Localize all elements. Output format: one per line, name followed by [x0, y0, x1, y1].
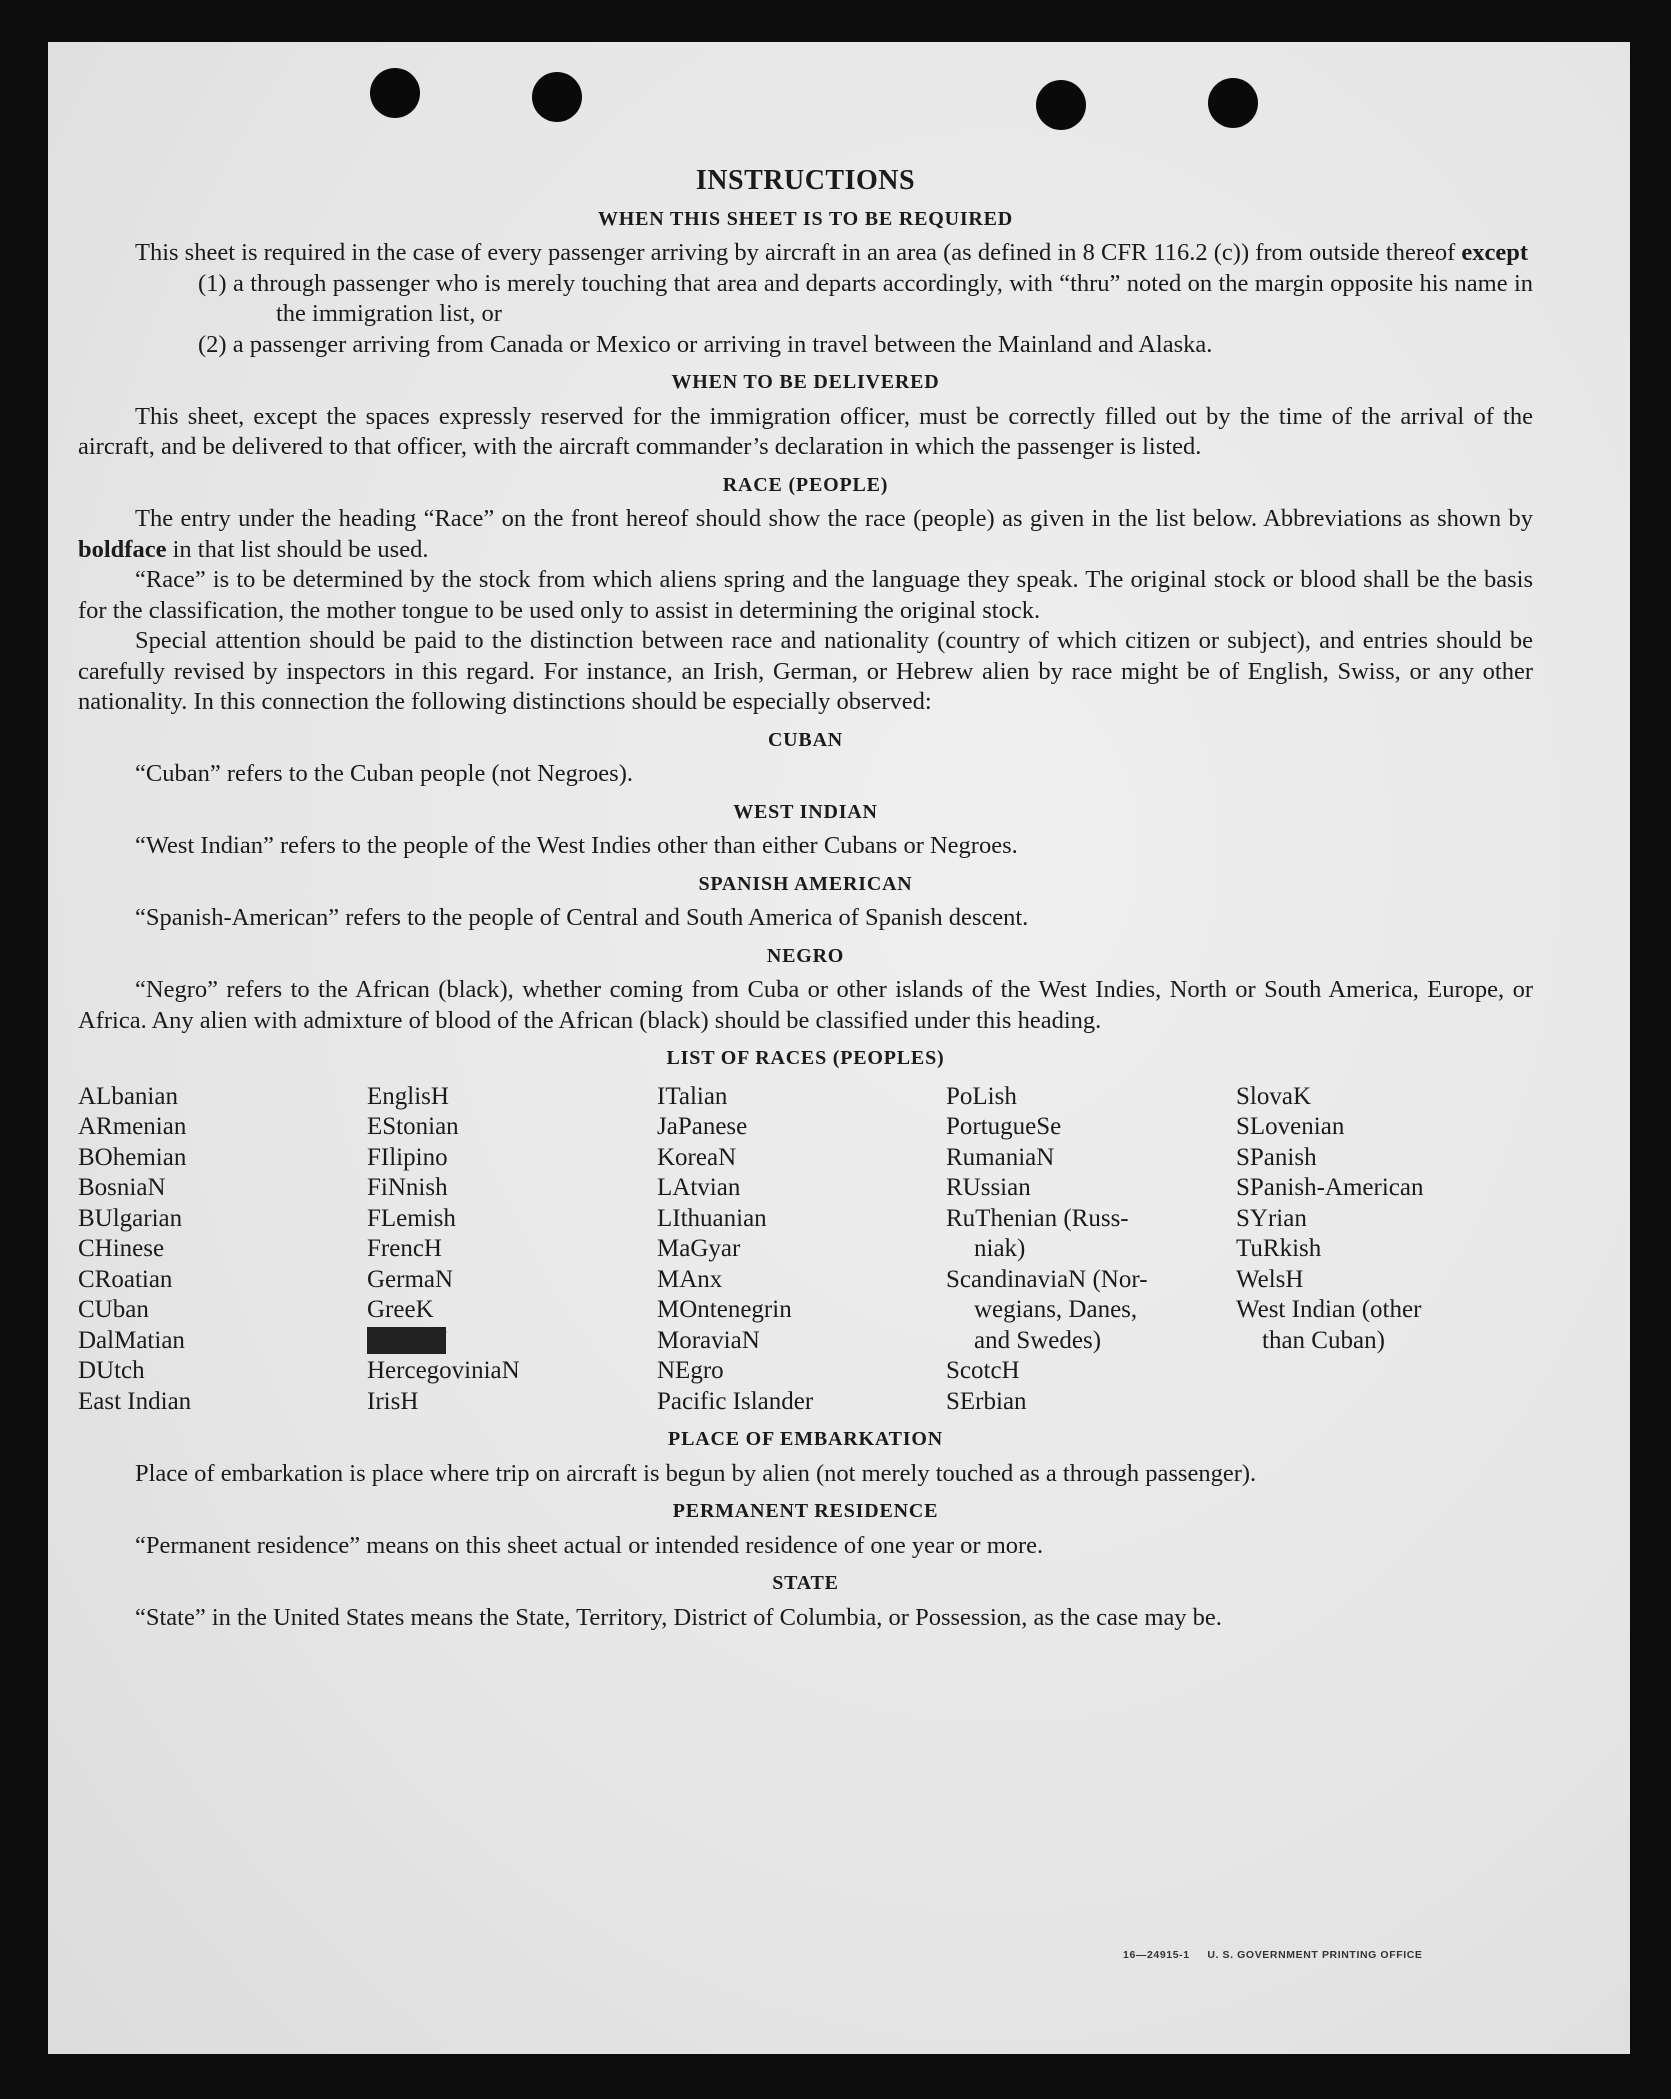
cuban-text: “Cuban” refers to the Cuban people (not Negroes).: [135, 760, 633, 787]
race-item: West Indian (other: [1236, 1296, 1422, 1323]
race-item: IrisH: [367, 1387, 419, 1415]
race-item-continued: wegians, Danes,: [974, 1296, 1138, 1323]
race-item-continued: than Cuban): [1262, 1326, 1385, 1354]
races-list: [78, 1082, 1533, 1418]
races-column-3: [657, 1082, 946, 1418]
race-item: TuRkish: [1236, 1235, 1322, 1262]
race-item: FrencH: [367, 1235, 442, 1262]
race-item: Pacific Islander: [657, 1387, 814, 1415]
race-item: KoreaN: [657, 1143, 737, 1171]
races-column-1: [78, 1082, 367, 1418]
state-text: “State” in the United States means the State, Territory, District of Columbia, or Possession, as the case may be.: [135, 1603, 1222, 1631]
race-item: BosniaN: [78, 1174, 166, 1201]
race-item: BOhemian: [78, 1143, 187, 1171]
races-column-4: [946, 1082, 1236, 1418]
form-code: 16—24915-1: [1123, 1949, 1190, 1961]
race-item-continued: and Swedes): [974, 1326, 1102, 1354]
heading-embarkation: PLACE OF EMBARKATION: [668, 1428, 943, 1450]
punch-hole: [532, 72, 582, 122]
race-paragraph-1: The entry under the heading “Race” on the front hereof should show the race (people) as given in the list below. Abbreviations as shown by boldface in that list should be used.: [78, 505, 1533, 563]
heading-negro: NEGRO: [766, 944, 845, 967]
race-item: SPanish-American: [1236, 1174, 1424, 1201]
heading-residence: PERMANENT RESIDENCE: [672, 1500, 939, 1522]
race-item: FIlipino: [367, 1143, 448, 1171]
race-paragraph-3: Special attention should be paid to the distinction between race and nationality (country of which citizen or subject), and entries should be carefully revised by inspectors in this regard. For instance, an Irish, German, or Hebrew alien by race might be of English, Swiss, or any other nationality. In this connection the following distinctions should be especially observed:: [78, 627, 1533, 715]
residence-text: “Permanent residence” means on this sheet actual or intended residence of one year or more.: [135, 1531, 1044, 1559]
race-item: PortugueSe: [946, 1113, 1062, 1140]
race-item: WelsH: [1236, 1265, 1304, 1293]
heading-race: RACE (PEOPLE): [722, 473, 889, 496]
heading-required: WHEN THIS SHEET IS TO BE REQUIRED: [597, 207, 1014, 230]
race-item: GermaN: [367, 1265, 454, 1293]
race-item: DUtch: [78, 1357, 145, 1384]
race-item-continued: niak): [974, 1235, 1026, 1262]
races-column-2: [367, 1082, 657, 1418]
instructions-body: [78, 166, 1533, 1633]
delivered-text: This sheet, except the spaces expressly reserved for the immigration officer, must be correctly filled out by the time of the arrival of the aircraft, and be delivered to that officer, with the aircraft commander’s declaration in which the passenger is listed.: [78, 402, 1533, 460]
race-item: PoLish: [946, 1082, 1017, 1110]
required-item-2: (2) a passenger arriving from Canada or Mexico or arriving in travel between the Mainland and Alaska.: [198, 330, 1213, 358]
race-item: MOntenegrin: [657, 1296, 792, 1323]
race-item: LAtvian: [657, 1174, 741, 1201]
race-item: CHinese: [78, 1235, 165, 1262]
races-column-5: [1236, 1082, 1496, 1418]
race-item: HercegoviniaN: [367, 1357, 520, 1384]
heading-cuban: CUBAN: [767, 728, 844, 751]
race-item: EnglisH: [367, 1082, 449, 1110]
race-item: SlovaK: [1236, 1082, 1311, 1110]
race-item: ScotcH: [946, 1357, 1020, 1384]
spanish-american-text: “Spanish-American” refers to the people of Central and South America of Spanish descent.: [135, 904, 1029, 931]
race-item: ALbanian: [78, 1082, 178, 1110]
race-item: CUban: [78, 1296, 149, 1323]
heading-list-of-races: LIST OF RACES (PEOPLES): [666, 1047, 945, 1069]
race-item: MAnx: [657, 1265, 723, 1293]
race-item: SLovenian: [1236, 1113, 1345, 1140]
embarkation-text: Place of embarkation is place where trip on aircraft is begun by alien (not merely touched as a through passenger).: [135, 1459, 1257, 1487]
printer-imprint: U. S. GOVERNMENT PRINTING OFFICE: [1207, 1949, 1423, 1961]
heading-west-indian: WEST INDIAN: [733, 800, 878, 823]
race-item: ScandinaviaN (Nor-: [946, 1265, 1148, 1293]
punch-hole: [370, 68, 420, 118]
race-item: NEgro: [657, 1357, 724, 1384]
race-item-redacted: HebreW: [367, 1326, 446, 1354]
required-intro: This sheet is required in the case of every passenger arriving by aircraft in an area (as defined in 8 CFR 116.2 (c)) from outside thereof except: [135, 239, 1529, 266]
race-item: CRoatian: [78, 1265, 173, 1293]
heading-delivered: WHEN TO BE DELIVERED: [671, 371, 940, 393]
race-item: East Indian: [78, 1387, 192, 1415]
required-item-1: (1) a through passenger who is merely touching that area and departs accordingly, with “thru” noted on the margin opposite his name in the immigration list, or: [198, 269, 1533, 327]
heading-spanish-american: SPANISH AMERICAN: [698, 872, 913, 895]
race-item: MoraviaN: [657, 1326, 760, 1354]
document-page: [48, 42, 1630, 2054]
negro-text: “Negro” refers to the African (black), whether coming from Cuba or other islands of the West Indies, North or South America, Europe, or Africa. Any alien with admixture of blood of the African (black) should be classified under this heading.: [78, 976, 1533, 1034]
race-item: ARmenian: [78, 1113, 187, 1140]
punch-hole: [1036, 80, 1086, 130]
race-item: JaPanese: [657, 1113, 748, 1140]
race-item: EStonian: [367, 1113, 459, 1140]
race-item: LIthuanian: [657, 1204, 767, 1232]
race-item: RuThenian (Russ-: [946, 1204, 1129, 1232]
race-item: ITalian: [657, 1082, 728, 1110]
race-item: GreeK: [367, 1296, 434, 1323]
race-item: MaGyar: [657, 1235, 741, 1262]
punch-hole: [1208, 78, 1258, 128]
race-item: RumaniaN: [946, 1143, 1055, 1171]
race-item: SYrian: [1236, 1204, 1307, 1232]
race-item: BUlgarian: [78, 1204, 183, 1232]
heading-state: STATE: [772, 1572, 839, 1594]
form-footer: [1123, 1949, 1423, 1961]
race-item: SPanish: [1236, 1143, 1317, 1171]
west-indian-text: “West Indian” refers to the people of the West Indies other than either Cubans or Negroes.: [135, 832, 1018, 859]
race-paragraph-2: “Race” is to be determined by the stock from which aliens spring and the language they speak. The original stock or blood shall be the basis for the classification, the mother tongue to be used only to assist in determining the original stock.: [78, 566, 1533, 624]
race-item: SErbian: [946, 1387, 1027, 1415]
race-item: DalMatian: [78, 1326, 185, 1354]
page-title: INSTRUCTIONS: [695, 165, 916, 196]
race-item: FiNnish: [367, 1174, 448, 1201]
race-item: RUssian: [946, 1174, 1031, 1201]
race-item: FLemish: [367, 1204, 456, 1232]
